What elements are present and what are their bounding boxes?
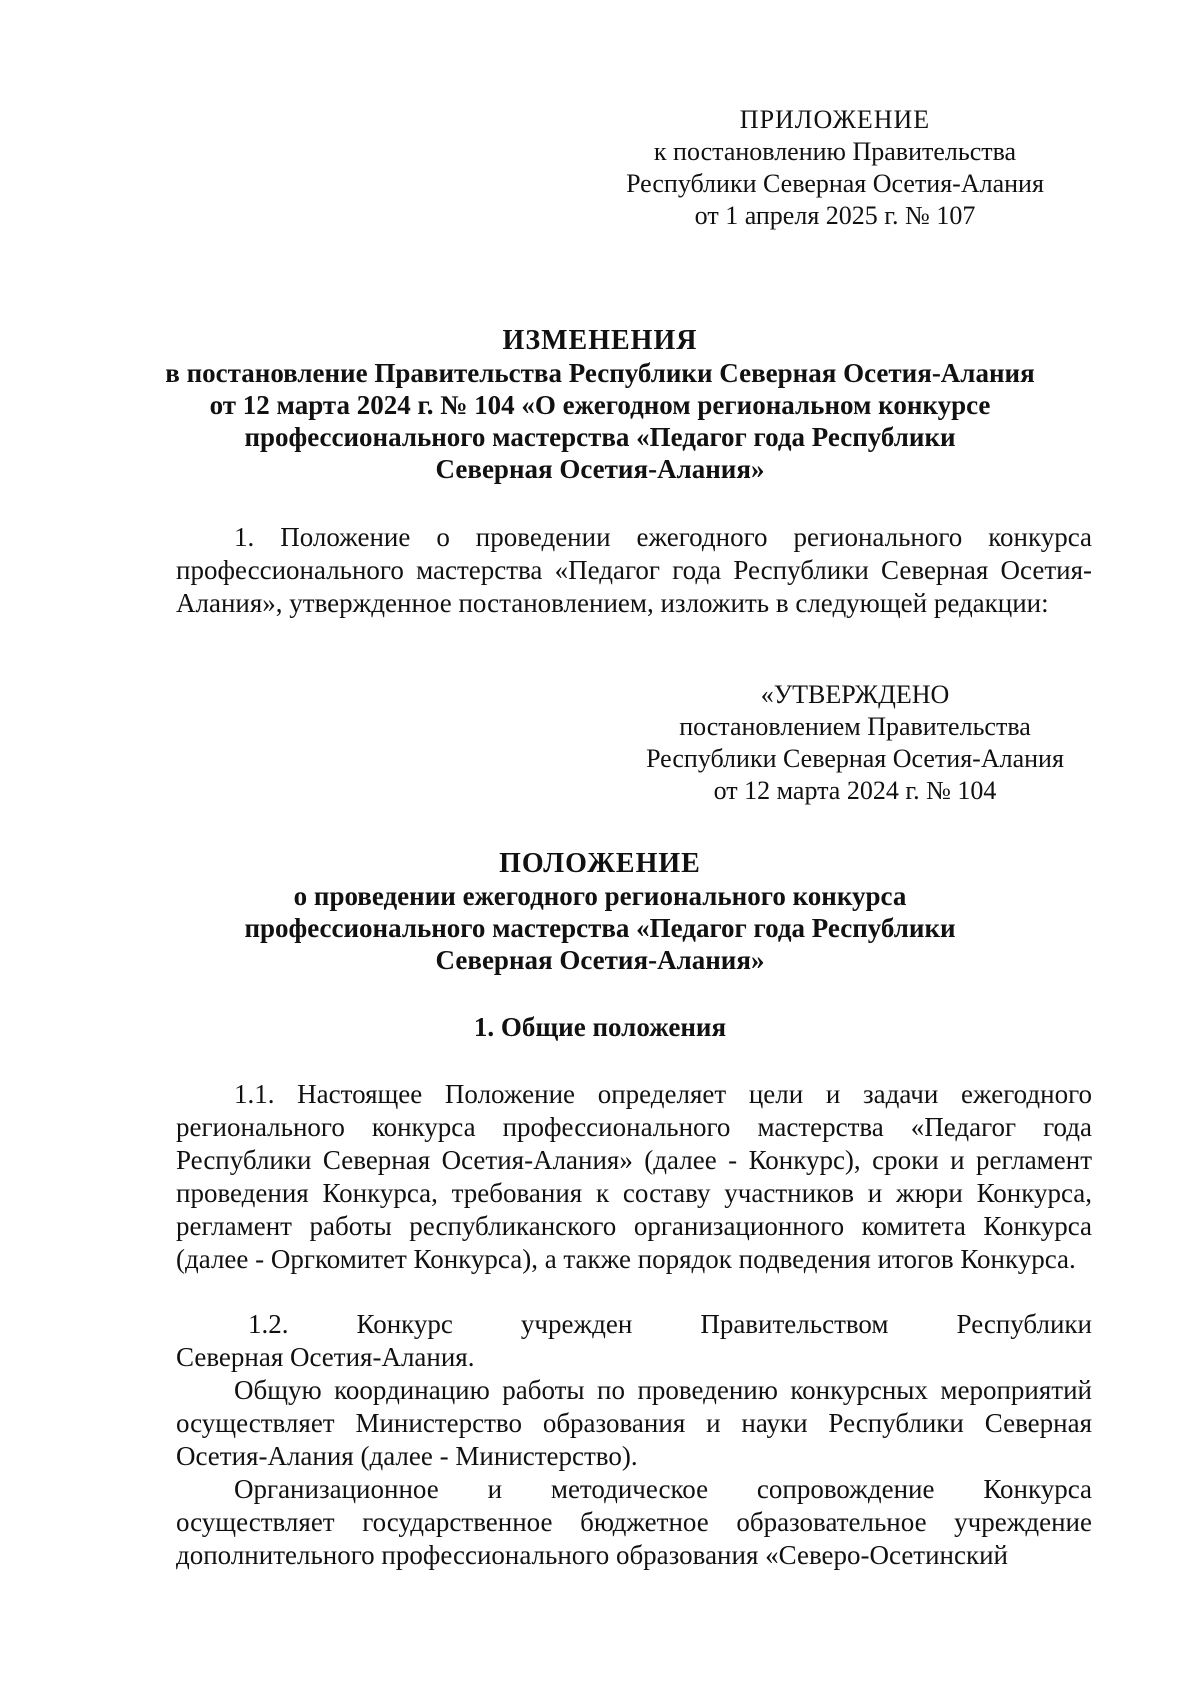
regulation-title-line-2: профессионального мастерства «Педагог года Республики — [244, 913, 956, 943]
paragraph-1-2-line-2: Северная Осетия-Алания. — [176, 1342, 475, 1372]
regulation-heading: ПОЛОЖЕНИЕ — [499, 848, 701, 879]
paragraph-1-2 — [176, 1308, 1092, 1374]
paragraph-1-2-number: 1.2. — [248, 1309, 289, 1339]
paragraph-1-1 — [176, 1078, 1092, 1276]
paragraph-1-2-word-4: Республики — [956, 1309, 1092, 1339]
paragraph-organization-rest: осуществляет государственное бюджетное образовательное учреждение дополнительного профессионального образования «Северо-Осетинский — [176, 1507, 1092, 1570]
regulation-title — [140, 848, 1060, 976]
paragraph-1-1-text: 1.1. Настоящее Положение определяет цели и задачи ежегодного регионального конкурса профессионального мастерства «Педагог года Республики Северная Осетия-Алания» (далее - Конкурс), сроки и регламент проведения Конкурса, требования к составу участников и жюри Конкурса, регламент работы республиканского организационного комитета Конкурса (далее - Оргкомитет Конкурса), а также порядок подведения итогов Конкурса. — [176, 1079, 1092, 1274]
section-1-title: 1. Общие положения — [473, 1012, 727, 1042]
approved-stamp — [620, 679, 1090, 807]
changes-title-line-2: от 12 марта 2024 г. № 104 «О ежегодном региональном конкурсе — [209, 390, 991, 420]
annex-line-1: к постановлению Правительства — [653, 137, 1017, 166]
paragraph-organization-word-4: сопровождение — [756, 1474, 935, 1504]
changes-heading: ИЗМЕНЕНИЯ — [502, 325, 698, 356]
annex-title: ПРИЛОЖЕНИЕ — [739, 105, 931, 134]
paragraph-organization — [176, 1473, 1092, 1572]
approved-line-2: Республики Северная Осетия-Алания — [646, 744, 1064, 773]
paragraph-1-2-word-1: Конкурс — [356, 1309, 453, 1339]
annex-line-3: от 1 апреля 2025 г. № 107 — [694, 201, 976, 230]
annex-line-2: Республики Северная Осетия-Алания — [626, 169, 1044, 198]
regulation-title-line-3: Северная Осетия-Алания» — [435, 945, 765, 975]
paragraph-organization-word-1: Организационное — [234, 1474, 439, 1504]
paragraph-coordination — [176, 1374, 1092, 1473]
paragraph-1-2-line-1 — [176, 1308, 1092, 1341]
paragraph-1-2-word-3: Правительством — [700, 1309, 889, 1339]
approved-line-1: постановлением Правительства — [679, 712, 1031, 741]
paragraph-1 — [176, 521, 1092, 620]
paragraph-organization-word-5: Конкурса — [983, 1474, 1092, 1504]
paragraph-1-2-word-2: учрежден — [520, 1309, 633, 1339]
paragraph-organization-word-2: и — [487, 1474, 503, 1504]
paragraph-1-text: 1. Положение о проведении ежегодного регионального конкурса профессионального мастерства «Педагог года Республики Северная Осетия-Алания», утвержденное постановлением, изложить в следующей редакции: — [176, 522, 1092, 618]
changes-title — [140, 325, 1060, 485]
regulation-title-line-1: о проведении ежегодного регионального конкурса — [293, 881, 907, 911]
changes-title-line-1: в постановление Правительства Республики Северная Осетия-Алания — [165, 358, 1035, 388]
paragraph-organization-word-3: методическое — [550, 1474, 709, 1504]
changes-title-line-3: профессионального мастерства «Педагог года Республики — [244, 422, 956, 452]
annex-header — [600, 104, 1070, 232]
approved-title: «УТВЕРЖДЕНО — [760, 680, 950, 709]
approved-line-3: от 12 марта 2024 г. № 104 — [713, 776, 997, 805]
changes-title-line-4: Северная Осетия-Алания» — [435, 454, 765, 484]
paragraph-coordination-text: Общую координацию работы по проведению конкурсных мероприятий осуществляет Министерство образования и науки Республики Северная Осетия-Алания (далее - Министерство). — [176, 1375, 1092, 1471]
paragraph-organization-line-1 — [176, 1473, 1092, 1506]
